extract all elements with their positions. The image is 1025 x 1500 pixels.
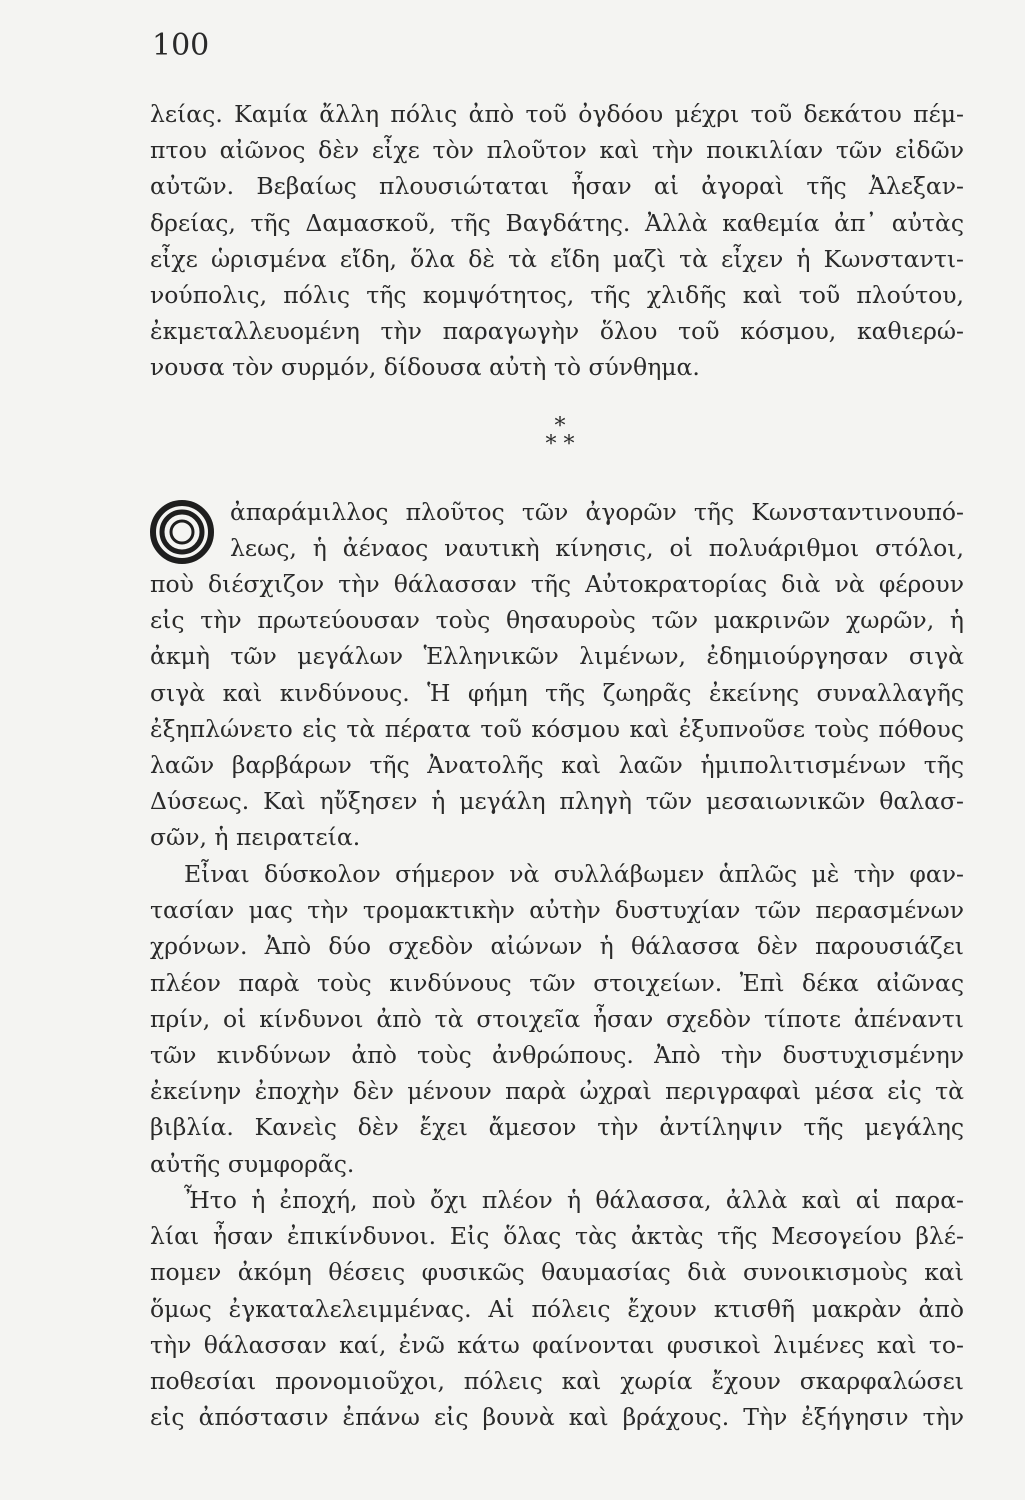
text-line: εἶχε ὡρισμένα εἴδη, ὅλα δὲ τὰ εἴδη μαζὶ τὰ εἶχεν ἡ Κωνσταντι- — [150, 244, 964, 273]
dropcap-letter: Ο — [181, 538, 183, 539]
paragraph-4 — [150, 1182, 964, 1435]
paragraph-continuation — [150, 96, 964, 386]
text-line: Ἦτο ἡ ἐποχή, ποὺ ὄχι πλέον ἡ θάλασσα, ἀλλὰ καὶ αἱ παρα- — [184, 1186, 964, 1214]
text-line: ἀπαράμιλλος πλοῦτος τῶν ἀγορῶν τῆς Κωνσταντινουπό- — [230, 498, 964, 526]
text-line: Δύσεως. Καὶ ηὔξησεν ἡ μεγάλη πληγὴ τῶν μεσαιωνικῶν θαλασ- — [150, 787, 964, 816]
text-line: σῶν, ἡ πειρατεία. — [150, 823, 361, 852]
text-line: νούπολις, πόλις τῆς κομψότητος, τῆς χλιδῆς καὶ τοῦ πλούτου, — [150, 280, 964, 309]
text-line: πρίν, οἱ κίνδυνοι ἀπὸ τὰ στοιχεῖα ἦσαν σχεδὸν τίποτε ἀπέναντι — [150, 1004, 964, 1033]
text-line: ἐκμεταλλευομένη τὴν παραγωγὴν ὅλου τοῦ κόσμου, καθιερώ- — [150, 317, 964, 346]
text-line: ποὺ διέσχιζον τὴν θάλασσαν τῆς Αὐτοκρατορίας διὰ νὰ φέρουν — [150, 570, 964, 598]
text-line: Εἶναι δύσκολον σήμερον νὰ συλλάβωμεν ἁπλῶς μὲ τὴν φαν- — [184, 860, 964, 888]
text-line: βιβλία. Κανεὶς δὲν ἔχει ἄμεσον τὴν ἀντίληψιν τῆς μεγάλης — [150, 1113, 964, 1142]
paragraph-3 — [150, 856, 964, 1182]
text-line: πτου αἰῶνος δὲν εἶχε τὸν πλοῦτον καὶ τὴν ποικιλίαν τῶν εἰδῶν — [150, 136, 964, 165]
text-line: λείας. Καμία ἄλλη πόλις ἀπὸ τοῦ ὀγδόου μέχρι τοῦ δεκάτου πέμ- — [150, 100, 964, 128]
text-line: ἀκμὴ τῶν μεγάλων Ἑλληνικῶν λιμένων, ἐδημιούργησαν σιγὰ — [150, 642, 964, 671]
dropcap-o-ornament — [150, 500, 214, 564]
text-line: εἰς ἀπόστασιν ἐπάνω εἰς βουνὰ καὶ βράχους. Τὴν ἐξήγησιν τὴν — [150, 1403, 964, 1432]
asterism-top: * — [554, 414, 566, 439]
text-line: ποθεσίαι προνομιοῦχοι, πόλεις καὶ χωρία ἔχουν σκαρφαλώσει — [150, 1366, 964, 1395]
text-line: σιγὰ καὶ κινδύνους. Ἡ φήμη τῆς ζωηρᾶς ἐκείνης συναλλαγῆς — [150, 678, 964, 707]
text-line: λαῶν βαρβάρων τῆς Ἀνατολῆς καὶ λαῶν ἡμιπολιτισμένων τῆς — [150, 750, 964, 779]
text-line: λίαι ἦσαν ἐπικίνδυνοι. Εἰς ὅλας τὰς ἀκτὰς τῆς Μεσογείου βλέ- — [150, 1222, 964, 1251]
text-line: τασίαν μας τὴν τρομακτικὴν αὐτὴν δυστυχίαν τῶν περασμένων — [150, 896, 964, 925]
asterism-bottom: * * — [545, 432, 575, 457]
text-line: αὐτῆς συμφορᾶς. — [150, 1149, 355, 1178]
text-line: χρόνων. Ἀπὸ δύο σχεδὸν αἰώνων ἡ θάλασσα δὲν παρουσιάζει — [150, 932, 964, 961]
text-line: τὴν θάλασσαν καί, ἐνῶ κάτω φαίνονται φυσικοὶ λιμένες καὶ το- — [150, 1330, 964, 1359]
text-line: λεως, ἡ ἀέναος ναυτικὴ κίνησις, οἱ πολυάριθμοι στόλοι, — [230, 534, 964, 563]
text-line: τῶν κινδύνων ἀπὸ τοὺς ἀνθρώπους. Ἀπὸ τὴν δυστυχισμένην — [150, 1040, 964, 1069]
text-line: ἐκείνην ἐποχὴν δὲν μένουν παρὰ ὠχραὶ περιγραφαὶ μέσα εἰς τὰ — [150, 1077, 964, 1106]
text-line: αὐτῶν. Βεβαίως πλουσιώταται ἦσαν αἱ ἀγοραὶ τῆς Ἀλεξαν- — [150, 172, 964, 201]
section-asterism — [540, 414, 580, 457]
text-line: δρείας, τῆς Δαμασκοῦ, τῆς Βαγδάτης. Ἀλλὰ καθεμία ἀπ᾽ αὐτὰς — [150, 208, 964, 237]
text-line: ἐξηπλώνετο εἰς τὰ πέρατα τοῦ κόσμου καὶ ἐξυπνοῦσε τοὺς πόθους — [150, 714, 964, 743]
text-line: ὅμως ἐγκαταλελειμμένας. Αἱ πόλεις ἔχουν κτισθῆ μακρὰν ἀπὸ — [150, 1294, 964, 1323]
text-line: πλέον παρὰ τοὺς κινδύνους τῶν στοιχείων. Ἐπὶ δέκα αἰῶνας — [150, 968, 964, 997]
page-number: 100 — [152, 28, 210, 63]
paragraph-2 — [150, 566, 964, 856]
dropcap-lines — [230, 494, 964, 566]
text-line: πομεν ἀκόμη θέσεις φυσικῶς θαυμασίας διὰ συνοικισμοὺς καὶ — [150, 1258, 964, 1287]
text-line: εἰς τὴν πρωτεύουσαν τοὺς θησαυροὺς τῶν μακρινῶν χωρῶν, ἡ — [150, 606, 964, 635]
text-line: νουσα τὸν συρμόν, δίδουσα αὐτὴ τὸ σύνθημα. — [150, 353, 700, 382]
